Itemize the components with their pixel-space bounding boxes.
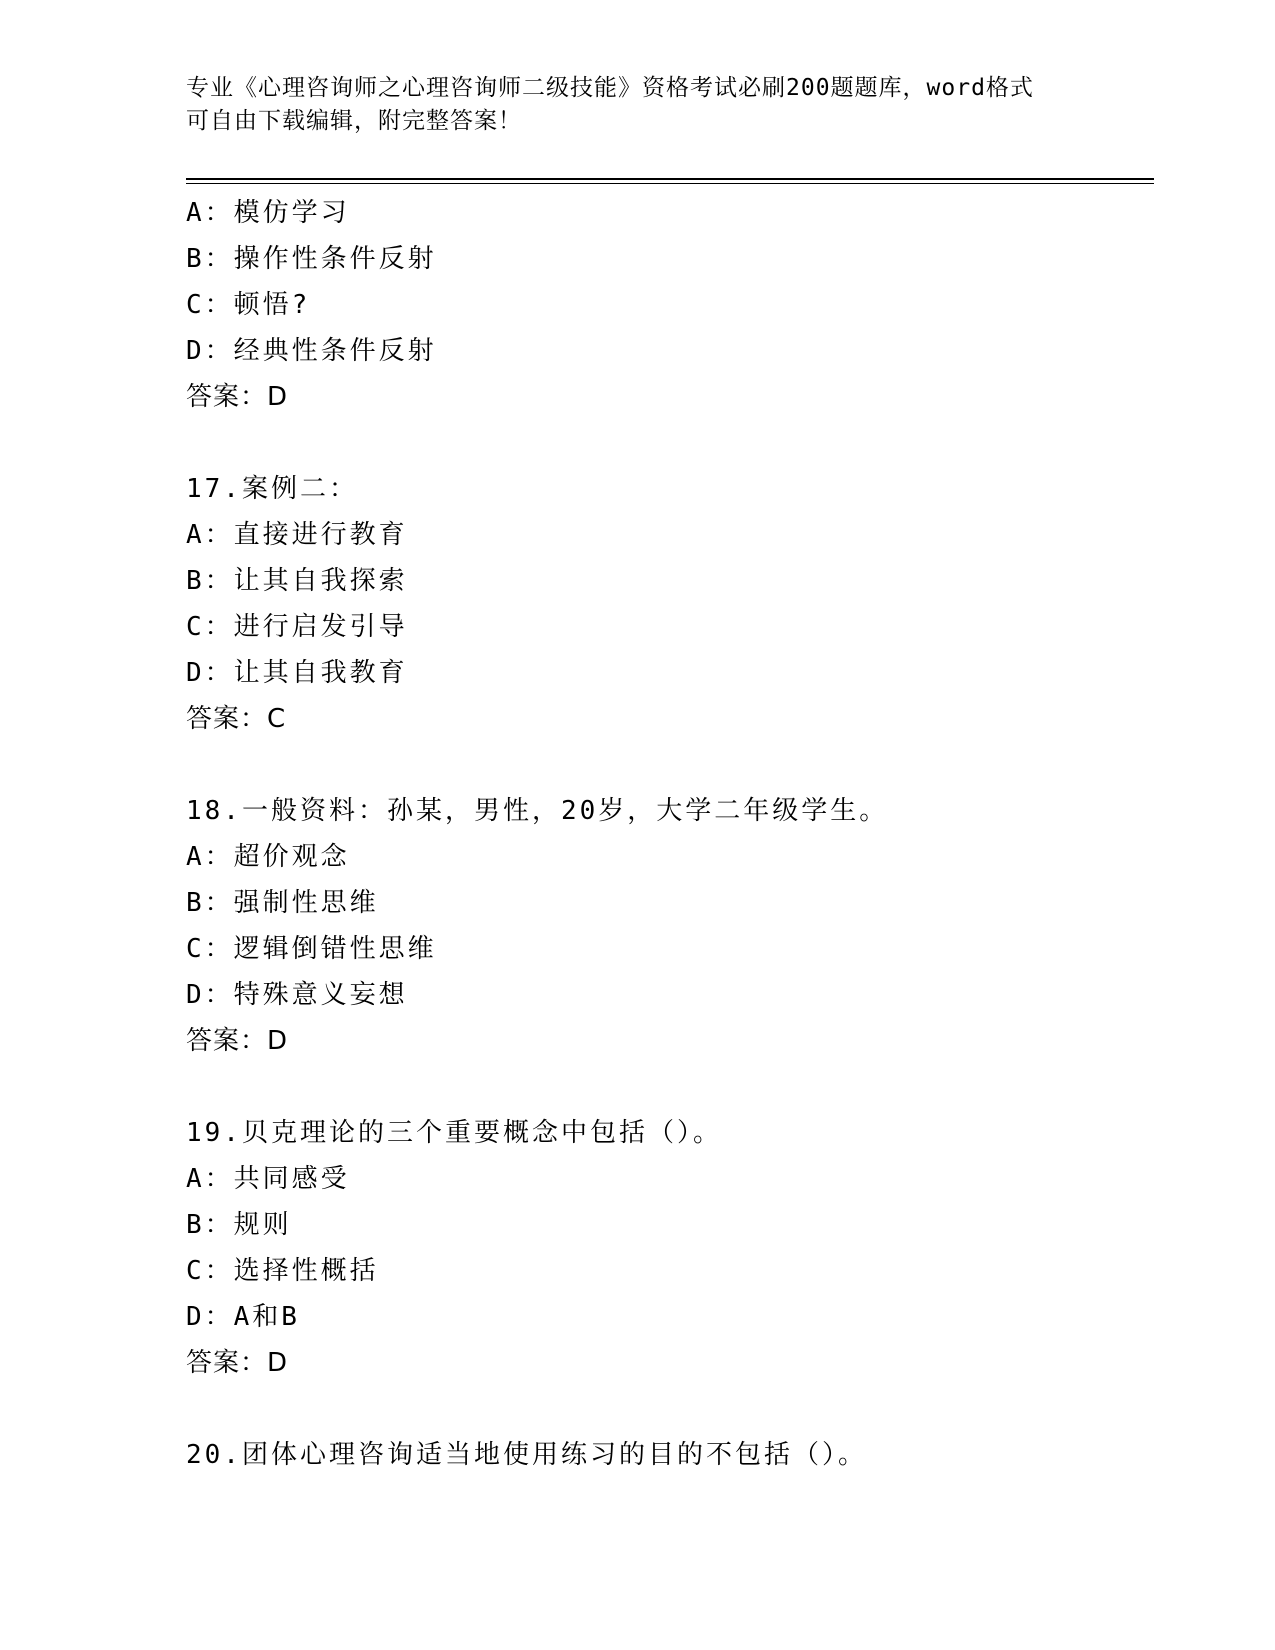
question-text: 17.案例二：	[186, 474, 358, 504]
option-d: D：A和B	[186, 1302, 300, 1332]
option-b: B：强制性思维	[186, 888, 379, 918]
option-d: D：经典性条件反射	[186, 336, 437, 366]
question-list	[186, 190, 1154, 1478]
answer-text: 答案：D	[186, 1026, 289, 1056]
spacer	[186, 420, 1154, 466]
question-text: 19.贝克理论的三个重要概念中包括（）。	[186, 1118, 722, 1148]
option-d: D：特殊意义妄想	[186, 980, 408, 1010]
option-d: D：让其自我教育	[186, 658, 408, 688]
question-text: 20.团体心理咨询适当地使用练习的目的不包括（）。	[186, 1440, 867, 1470]
spacer	[186, 742, 1154, 788]
question-block-19	[186, 1110, 1154, 1386]
question-block-20	[186, 1432, 1154, 1478]
header-divider-thin	[186, 183, 1154, 184]
document-header	[186, 72, 1066, 138]
question-block-16	[186, 190, 1154, 420]
spacer	[186, 1386, 1154, 1432]
header-line-1: 专业《心理咨询师之心理咨询师二级技能》资格考试必刷200题题库，word格式	[186, 75, 1034, 101]
option-b: B：规则	[186, 1210, 292, 1240]
header-line-2: 可自由下载编辑，附完整答案！	[186, 108, 522, 134]
option-c: C：顿悟?	[186, 290, 311, 320]
question-text: 18.一般资料：孙某，男性，20岁，大学二年级学生。	[186, 796, 889, 826]
answer-text: 答案：C	[186, 704, 287, 734]
option-a: A：超价观念	[186, 842, 350, 872]
option-a: A：模仿学习	[186, 198, 350, 228]
option-b: B：操作性条件反射	[186, 244, 437, 274]
option-c: C：选择性概括	[186, 1256, 379, 1286]
option-c: C：逻辑倒错性思维	[186, 934, 437, 964]
question-block-17	[186, 466, 1154, 742]
option-a: A：直接进行教育	[186, 520, 408, 550]
option-a: A：共同感受	[186, 1164, 350, 1194]
option-c: C：进行启发引导	[186, 612, 408, 642]
spacer	[186, 1064, 1154, 1110]
answer-text: 答案：D	[186, 382, 289, 412]
option-b: B：让其自我探索	[186, 566, 408, 596]
question-block-18	[186, 788, 1154, 1064]
answer-text: 答案：D	[186, 1348, 289, 1378]
header-divider-thick	[186, 178, 1154, 180]
